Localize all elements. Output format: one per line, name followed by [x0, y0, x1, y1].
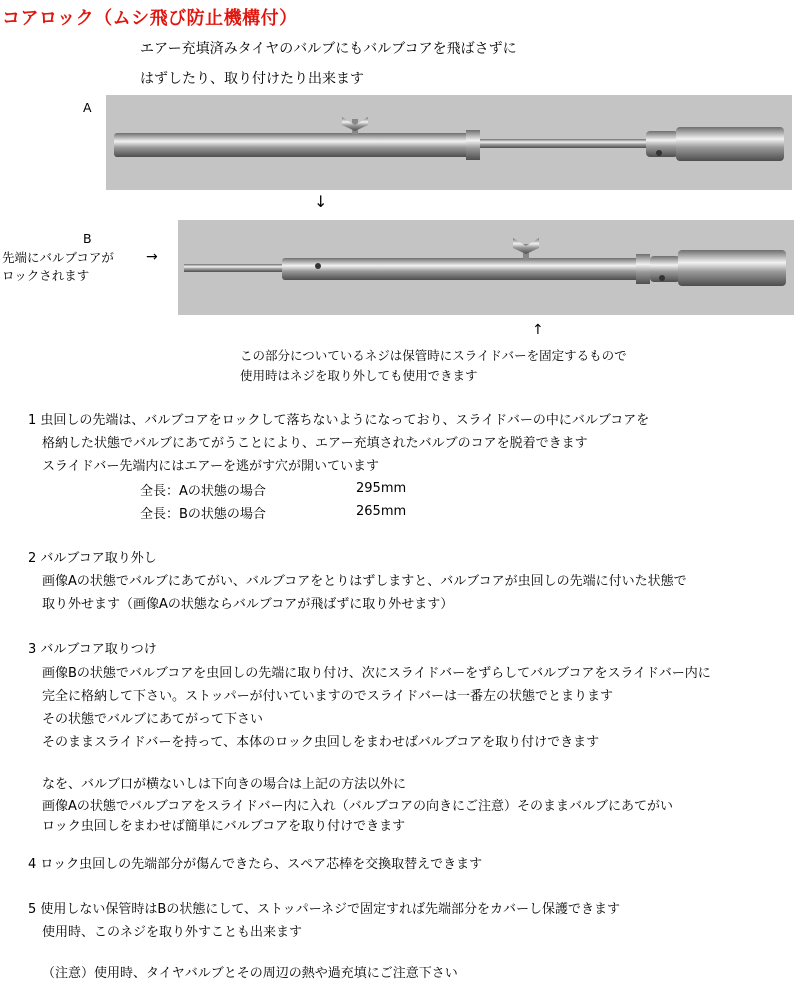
section-5-line-1: 5 使用しない保管時はBの状態にして、ストッパーネジで固定すれば先端部分をカバーし保護できます	[28, 902, 621, 917]
section-5-line-2: 使用時、このネジを取り外すことも出来ます	[42, 925, 303, 940]
section-3-note-line-3: ロック虫回しをまわせば簡単にバルブコアを取り付けできます	[42, 819, 406, 834]
figure-b-caption-line-2: ロックされます	[2, 268, 90, 283]
section-3-line-2: 完全に格納して下さい。ストッパーが付いていますのでスライドバーは一番左の状態でとまります	[42, 689, 613, 704]
section-2-line-2: 取り外せます（画像Aの状態ならバルブコアが飛ばずに取り外せます）	[42, 597, 454, 612]
spec-b-label: 全長：Bの状態の場合	[140, 507, 266, 522]
up-arrow: ↑	[532, 322, 544, 338]
section-3-line-4: そのままスライドバーを持って、本体のロック虫回しをまわせばバルブコアを取り付けできます	[42, 735, 600, 750]
spec-a-value: 295mm	[356, 481, 407, 496]
figure-a-label: A	[83, 100, 92, 115]
spec-b-value: 265mm	[356, 504, 407, 519]
section-3-line-3: その状態でバルブにあてがって下さい	[42, 712, 264, 727]
caption-arrow: →	[146, 249, 158, 265]
intro-line-1: エアー充填済みタイヤのバルブにもバルブコアを飛ばさずに	[140, 41, 517, 57]
spec-a-label: 全長：Aの状態の場合	[140, 484, 266, 499]
photo-b	[178, 220, 794, 315]
intro-line-2: はずしたり、取り付けたり出来ます	[140, 71, 364, 87]
section-3-note-line-2: 画像Aの状態でバルブコアをスライドバー内に入れ（バルブコアの向きにご注意）そのままバルブにあてがい	[42, 799, 673, 814]
section-1-line-3: スライドバー先端内にはエアーを逃がす穴が開いています	[42, 459, 379, 474]
section-2-heading: 2 バルブコア取り外し	[28, 551, 157, 566]
caution-note: （注意）使用時、タイヤバルブとその周辺の熱や過充填にご注意下さい	[42, 966, 458, 981]
core-lock-tool-b-image	[178, 220, 794, 315]
section-1-line-2: 格納した状態でバルブにあてがうことにより、エアー充填されたバルブのコアを脱着できます	[42, 436, 588, 451]
figure-b-caption-line-1: 先端にバルブコアが	[2, 250, 114, 265]
core-lock-tool-a-image	[106, 95, 792, 190]
figure-b-note-line-1: この部分についているネジは保管時にスライドバーを固定するもので	[240, 348, 627, 363]
section-3-note-line-1: なを、バルブ口が横ないしは下向きの場合は上記の方法以外に	[42, 777, 407, 792]
photo-a	[106, 95, 792, 190]
section-3-heading: 3 バルブコア取りつけ	[28, 642, 157, 657]
section-4-line: 4 ロック虫回しの先端部分が傷んできたら、スペア芯棒を交換取替えできます	[28, 857, 483, 872]
section-3-line-1: 画像Bの状態でバルブコアを虫回しの先端に取り付け、次にスライドバーをずらしてバルブコアをスライドバー内に	[42, 666, 711, 681]
section-2-line-1: 画像Aの状態でバルブにあてがい、バルブコアをとりはずしますと、バルブコアが虫回しの先端に付いた状態で	[42, 574, 687, 589]
figure-b-label: B	[83, 231, 92, 246]
page-title: コアロック（ムシ飛び防止機構付）	[2, 8, 298, 29]
section-1-line-1: 1 虫回しの先端は、バルブコアをロックして落ちないようになっており、スライドバーの中にバルブコアを	[28, 413, 650, 428]
figure-b-note-line-2: 使用時はネジを取り外しても使用できます	[240, 368, 478, 383]
down-arrow: ↓	[314, 192, 328, 211]
